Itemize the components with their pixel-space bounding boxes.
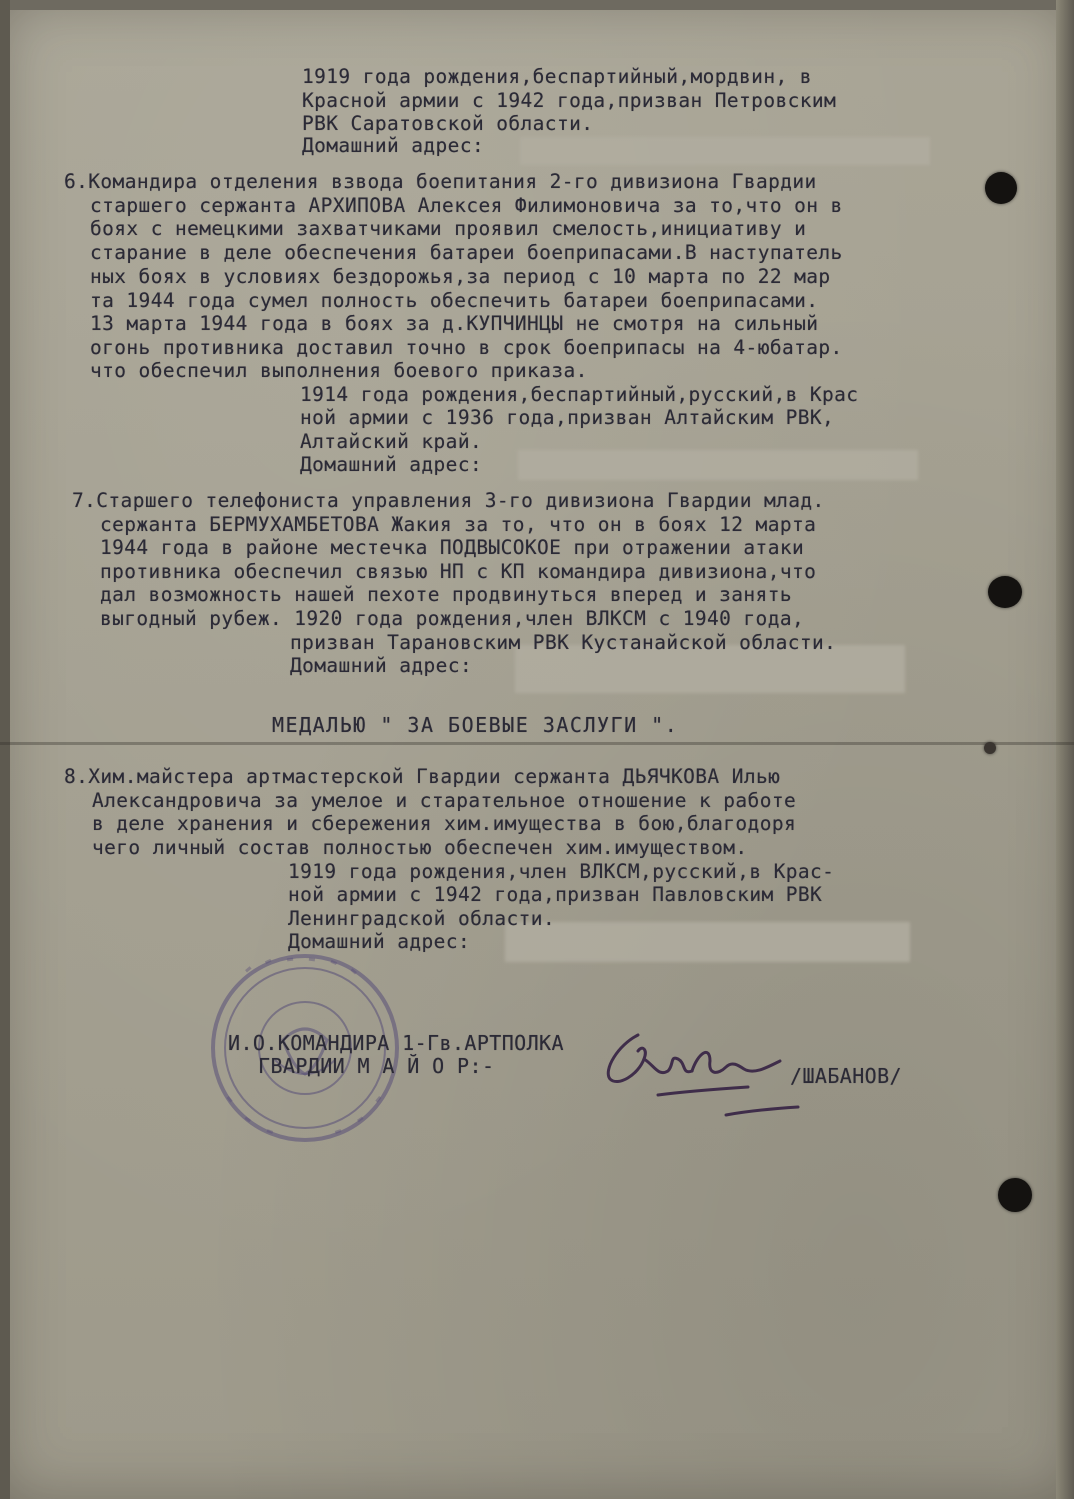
text-line: та 1944 года сумел полность обеспечить батареи боеприпасами. [90,289,819,312]
text-line: выгодный рубеж. 1920 года рождения,член ВЛКСМ с 1940 года, [100,607,805,630]
text-line: Алтайский край. [300,430,483,453]
handwritten-signature-icon [598,1015,808,1125]
text-line: Домашний адрес: [290,654,473,677]
text-line: Ленинградской области. [288,907,556,930]
text-line: 13 марта 1944 года в боях за д.КУПЧИНЦЫ не смотря на сильный [90,312,819,335]
text-line: Домашний адрес: [288,930,471,953]
text-line: 8.Хим.майстера артмастерской Гвардии сержанта ДЬЯЧКОВА Илью [64,765,781,788]
text-line: Красной армии с 1942 года,призван Петровским [302,89,837,112]
text-line: 7.Старшего телефониста управления 3-го дивизиона Гвардии млад. [72,489,825,512]
redacted-address-1 [520,137,930,165]
text-line: 1919 года рождения,член ВЛКСМ,русский,в Крас- [288,860,835,883]
text-line: старание в деле обеспечения батареи боеприпасами.В наступатель [90,241,843,264]
text-line: Александровича за умелое и старательное отношение к работе [92,789,797,812]
signer-name: /ШАБАНОВ/ [790,1064,902,1088]
text-line: сержанта БЕРМУХАМБЕТОВА Жакия за то, что он в боях 12 марта [100,513,817,536]
punch-hole-small [984,742,996,754]
text-line: ной армии с 1942 года,призван Павловским РВК [288,883,823,906]
text-line: в деле хранения и сбережения хим.имущества в бою,благодоря [92,812,797,835]
award-heading: МЕДАЛЬЮ " ЗА БОЕВЫЕ ЗАСЛУГИ ". [272,713,679,737]
punch-hole [988,576,1022,608]
signer-title-line1: И.О.КОМАНДИРА 1-Гв.АРТПОЛКА [228,1031,564,1055]
text-line: Домашний адрес: [302,134,485,157]
text-line: противника обеспечил связью НП с КП командира дивизиона,что [100,560,817,583]
text-line: 1919 года рождения,беспартийный,мордвин, в [302,65,812,88]
text-line: старшего сержанта АРХИПОВА Алексея Филимоновича за то,что он в [90,194,843,217]
text-line: что обеспечил выполнения боевого приказа. [90,359,588,382]
text-line: 1914 года рождения,беспартийный,русский,в Крас [300,383,859,406]
scan-edge-top [0,0,1074,10]
punch-hole [985,172,1017,204]
punch-hole [998,1178,1032,1212]
text-line: 1944 года в районе местечка ПОДВЫСОКОЕ при отражении атаки [100,536,805,559]
scan-edge-left [0,0,10,1499]
redacted-address-4 [505,922,910,962]
text-line: ной армии с 1936 года,призван Алтайским РВК, [300,406,835,429]
scan-edge-right [1056,0,1074,1499]
text-line: призван Тарановским РВК Кустанайской области. [290,631,837,654]
text-line: Домашний адрес: [300,453,483,476]
paper-fold [0,742,1074,745]
text-line: боях с немецкими захватчиками проявил смелость,инициативу и [90,217,807,240]
text-line: ных боях в условиях бездорожья,за период с 10 марта по 22 мар [90,265,831,288]
redacted-address-2 [518,450,918,480]
text-line: огонь противника доставил точно в срок боеприпасы на 4-юбатар. [90,336,843,359]
text-line: РВК Саратовской области. [302,112,594,135]
text-line: дал возможность нашей пехоте продвинуться вперед и занять [100,583,792,606]
signer-title-line2: ГВАРДИИ М А Й О Р:- [258,1054,495,1078]
text-line: 6.Командира отделения взвода боепитания 2-го дивизиона Гвардии [64,170,817,193]
text-line: чего личный состав полностью обеспечен хим.имуществом. [92,836,748,859]
